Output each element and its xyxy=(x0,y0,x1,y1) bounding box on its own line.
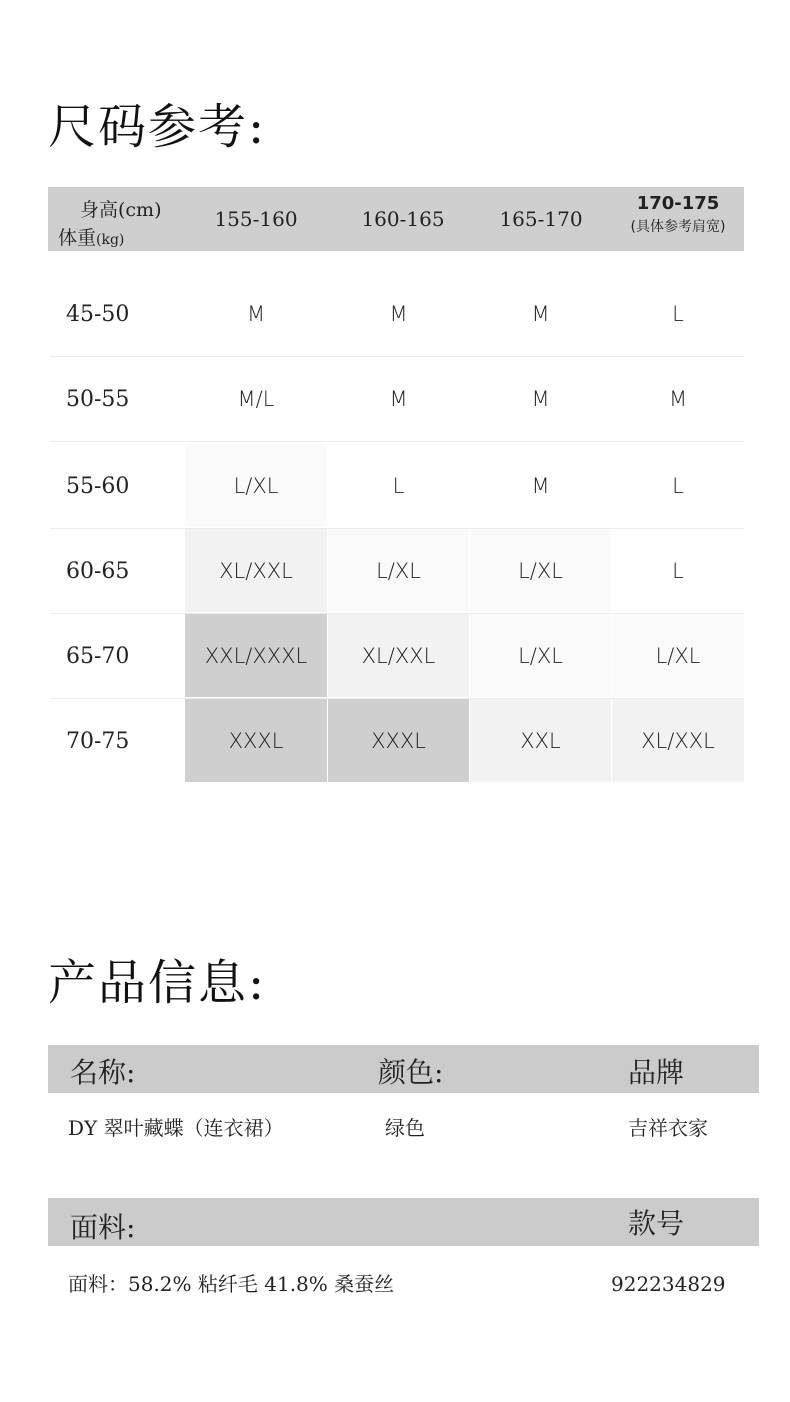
product-name: DY 翠叶藏蝶（连衣裙） xyxy=(68,1116,284,1140)
size-cell: XXL xyxy=(470,699,611,782)
size-cell: M xyxy=(470,357,611,440)
header-corner xyxy=(48,187,185,251)
fabric-label: 面料: xyxy=(70,1211,136,1244)
product-fabric: 面料：58.2% 粘纤毛 41.8% 桑蚕丝 xyxy=(68,1272,395,1296)
size-cell: XL/XXL xyxy=(185,529,327,612)
info-bar-name-color-brand xyxy=(48,1045,759,1093)
size-cell: M/L xyxy=(185,357,327,440)
size-section-title: 尺码参考: xyxy=(48,99,267,155)
header-height-label: 身高(cm) xyxy=(80,199,162,221)
size-cell: M xyxy=(612,357,744,440)
size-cell: L/XL xyxy=(612,614,744,697)
product-style-no: 922234829 xyxy=(611,1272,726,1296)
row-weight-label: 65-70 xyxy=(66,644,130,669)
row-weight-label: 45-50 xyxy=(66,302,130,327)
style-no-label: 款号 xyxy=(628,1207,685,1240)
info-bar-fabric-style xyxy=(48,1198,759,1246)
size-cell: M xyxy=(185,272,327,355)
size-cell: M xyxy=(470,444,611,527)
row-weight-label: 55-60 xyxy=(66,474,130,499)
size-cell: L xyxy=(612,444,744,527)
size-cell: L/XL xyxy=(185,444,327,527)
size-cell: XXXL xyxy=(185,699,327,782)
size-cell: M xyxy=(470,272,611,355)
size-cell: L/XL xyxy=(328,529,469,612)
header-col-3: 165-170 xyxy=(499,207,583,231)
name-label: 名称: xyxy=(70,1056,136,1089)
header-col-4-note: (具体参考肩宽) xyxy=(630,219,726,235)
header-weight-label: 体重(kg) xyxy=(58,227,125,249)
row-weight-label: 50-55 xyxy=(66,387,130,412)
header-col-4-range: 170-175 xyxy=(636,193,720,214)
size-cell: L/XL xyxy=(470,614,611,697)
row-weight-label: 60-65 xyxy=(66,559,130,584)
header-col-1: 155-160 xyxy=(214,207,298,231)
size-cell: L xyxy=(328,444,469,527)
header-col-2: 160-165 xyxy=(361,207,445,231)
header-col-4 xyxy=(612,193,744,236)
brand-label: 品牌 xyxy=(628,1056,685,1089)
product-section-title: 产品信息: xyxy=(48,955,267,1011)
size-cell: M xyxy=(328,357,469,440)
size-cell: L/XL xyxy=(470,529,611,612)
row-weight-label: 70-75 xyxy=(66,729,130,754)
size-cell: XL/XXL xyxy=(328,614,469,697)
size-cell: M xyxy=(328,272,469,355)
size-table-header xyxy=(48,187,744,251)
size-cell: L xyxy=(612,272,744,355)
size-cell: XXL/XXXL xyxy=(185,614,327,697)
color-label: 颜色: xyxy=(378,1056,444,1089)
size-cell: L xyxy=(612,529,744,612)
size-cell: XXXL xyxy=(328,699,469,782)
product-color: 绿色 xyxy=(385,1116,425,1140)
row-divider xyxy=(50,441,744,442)
size-cell: XL/XXL xyxy=(612,699,744,782)
product-brand: 吉祥衣家 xyxy=(628,1116,708,1140)
